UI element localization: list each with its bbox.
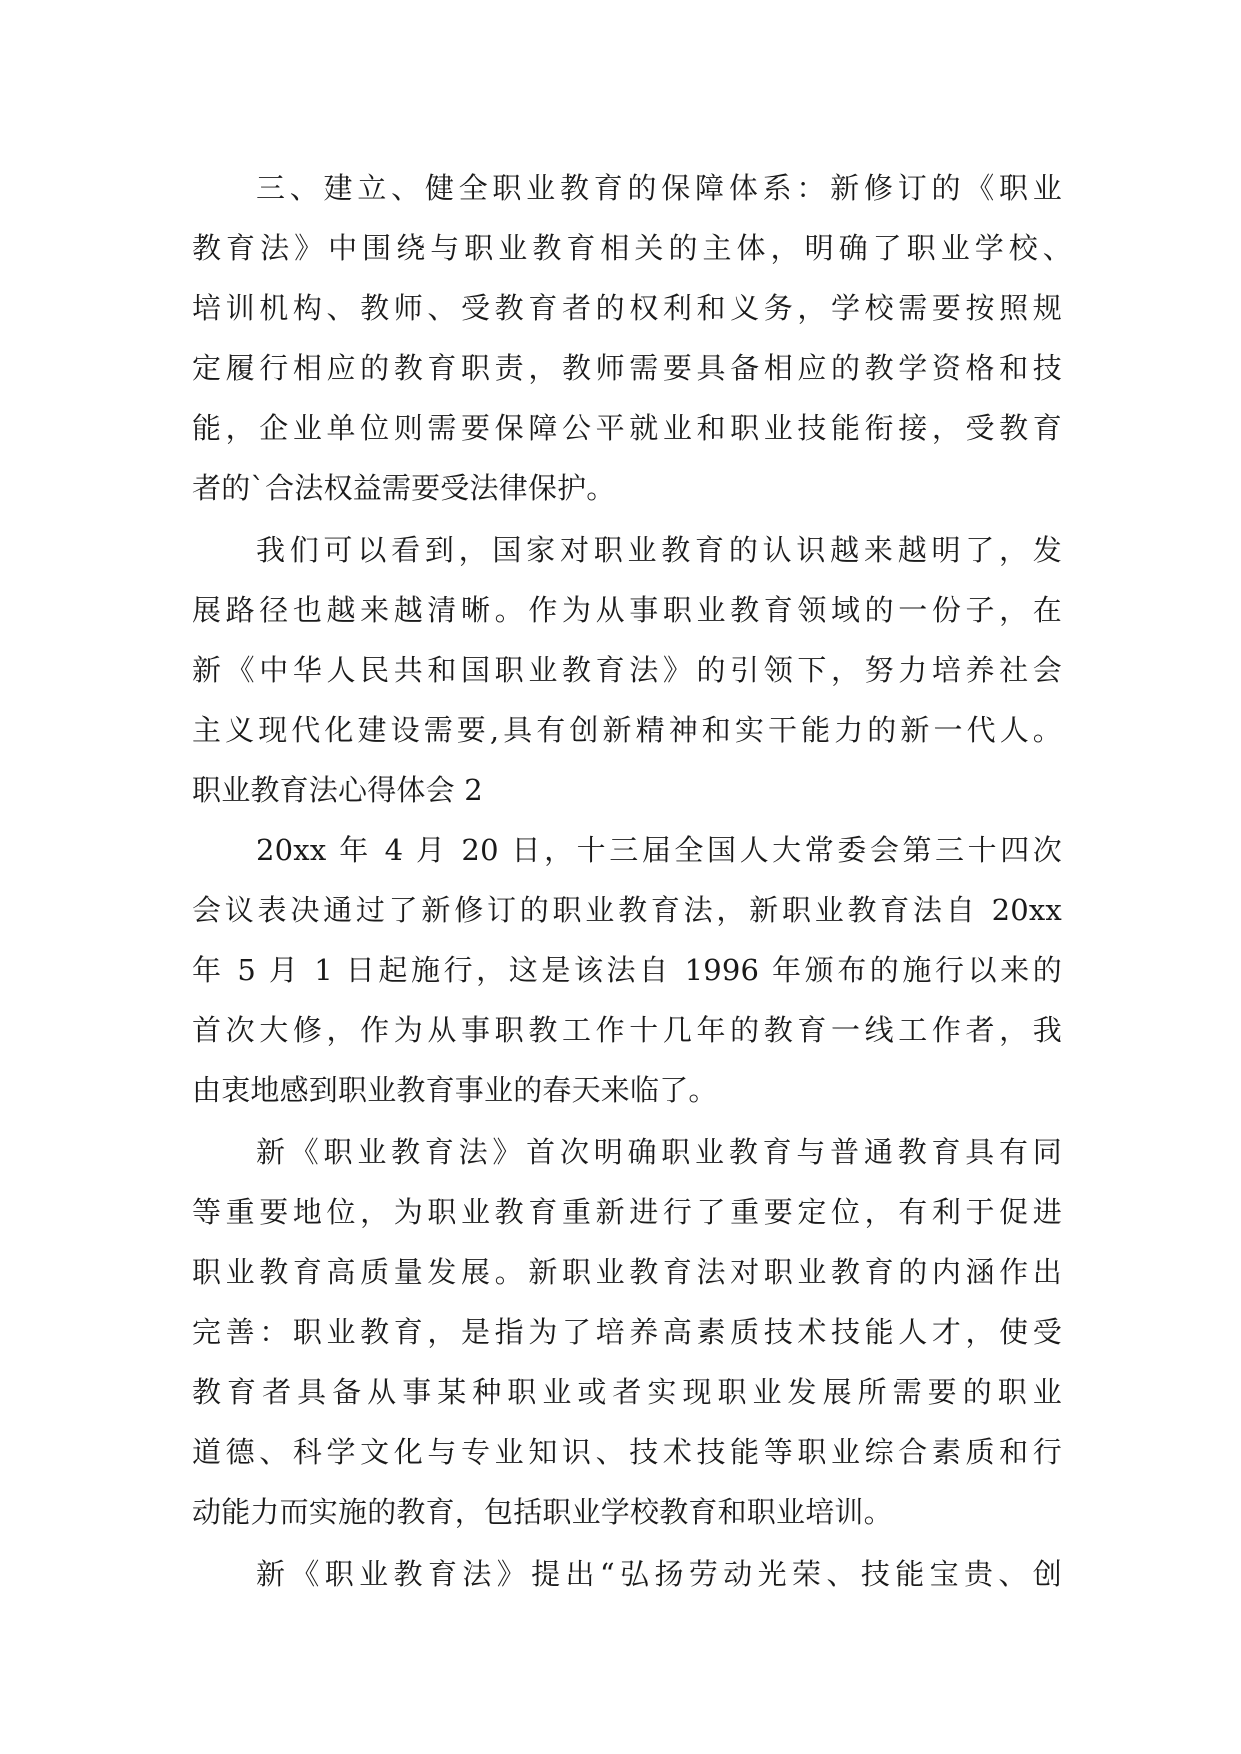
paragraph-line: 展路径也越来越清晰。作为从事职业教育领域的一份子，在 [192,593,1062,627]
paragraph-line: 主义现代化建设需要,具有创新精神和实干能力的新一代人。 [192,713,1062,747]
paragraph-line: 教育法》中围绕与职业教育相关的主体，明确了职业学校、 [192,231,1072,265]
paragraph-line: 首次大修，作为从事职教工作十几年的教育一线工作者，我 [192,1013,1062,1047]
paragraph-line: 道德、科学文化与专业知识、技术技能等职业综合素质和行 [192,1435,1062,1469]
paragraph-line: 20xx 年 4 月 20 日，十三届全国人大常委会第三十四次 [256,833,1062,867]
paragraph-line: 新《职业教育法》提出“弘扬劳动光荣、技能宝贵、创 [256,1557,1062,1591]
paragraph-line: 职业教育高质量发展。新职业教育法对职业教育的内涵作出 [192,1255,1062,1289]
paragraph-line: 由衷地感到职业教育事业的春天来临了。 [192,1073,718,1107]
paragraph-line: 新《中华人民共和国职业教育法》的引领下，努力培养社会 [192,653,1062,687]
section-heading: 职业教育法心得体会 2 [192,773,483,807]
paragraph-line: 者的`合法权益需要受法律保护。 [192,471,616,505]
paragraph-line: 年 5 月 1 日起施行，这是该法自 1996 年颁布的施行以来的 [192,953,1062,987]
paragraph-line: 动能力而实施的教育，包括职业学校教育和职业培训。 [192,1495,893,1529]
paragraph-line: 会议表决通过了新修订的职业教育法，新职业教育法自 20xx [192,893,1062,927]
paragraph-line: 新《职业教育法》首次明确职业教育与普通教育具有同 [256,1135,1062,1169]
paragraph-line: 完善：职业教育，是指为了培养高素质技术技能人才，使受 [192,1315,1062,1349]
paragraph-line: 培训机构、教师、受教育者的权利和义务，学校需要按照规 [192,291,1062,325]
paragraph-line: 能，企业单位则需要保障公平就业和职业技能衔接，受教育 [192,411,1062,445]
paragraph-line: 我们可以看到，国家对职业教育的认识越来越明了，发 [256,533,1062,567]
paragraph-line: 等重要地位，为职业教育重新进行了重要定位，有利于促进 [192,1195,1062,1229]
paragraph-line: 教育者具备从事某种职业或者实现职业发展所需要的职业 [192,1375,1062,1409]
paragraph-line: 三、建立、健全职业教育的保障体系：新修订的《职业 [256,171,1062,205]
paragraph-line: 定履行相应的教育职责，教师需要具备相应的教学资格和技 [192,351,1062,385]
